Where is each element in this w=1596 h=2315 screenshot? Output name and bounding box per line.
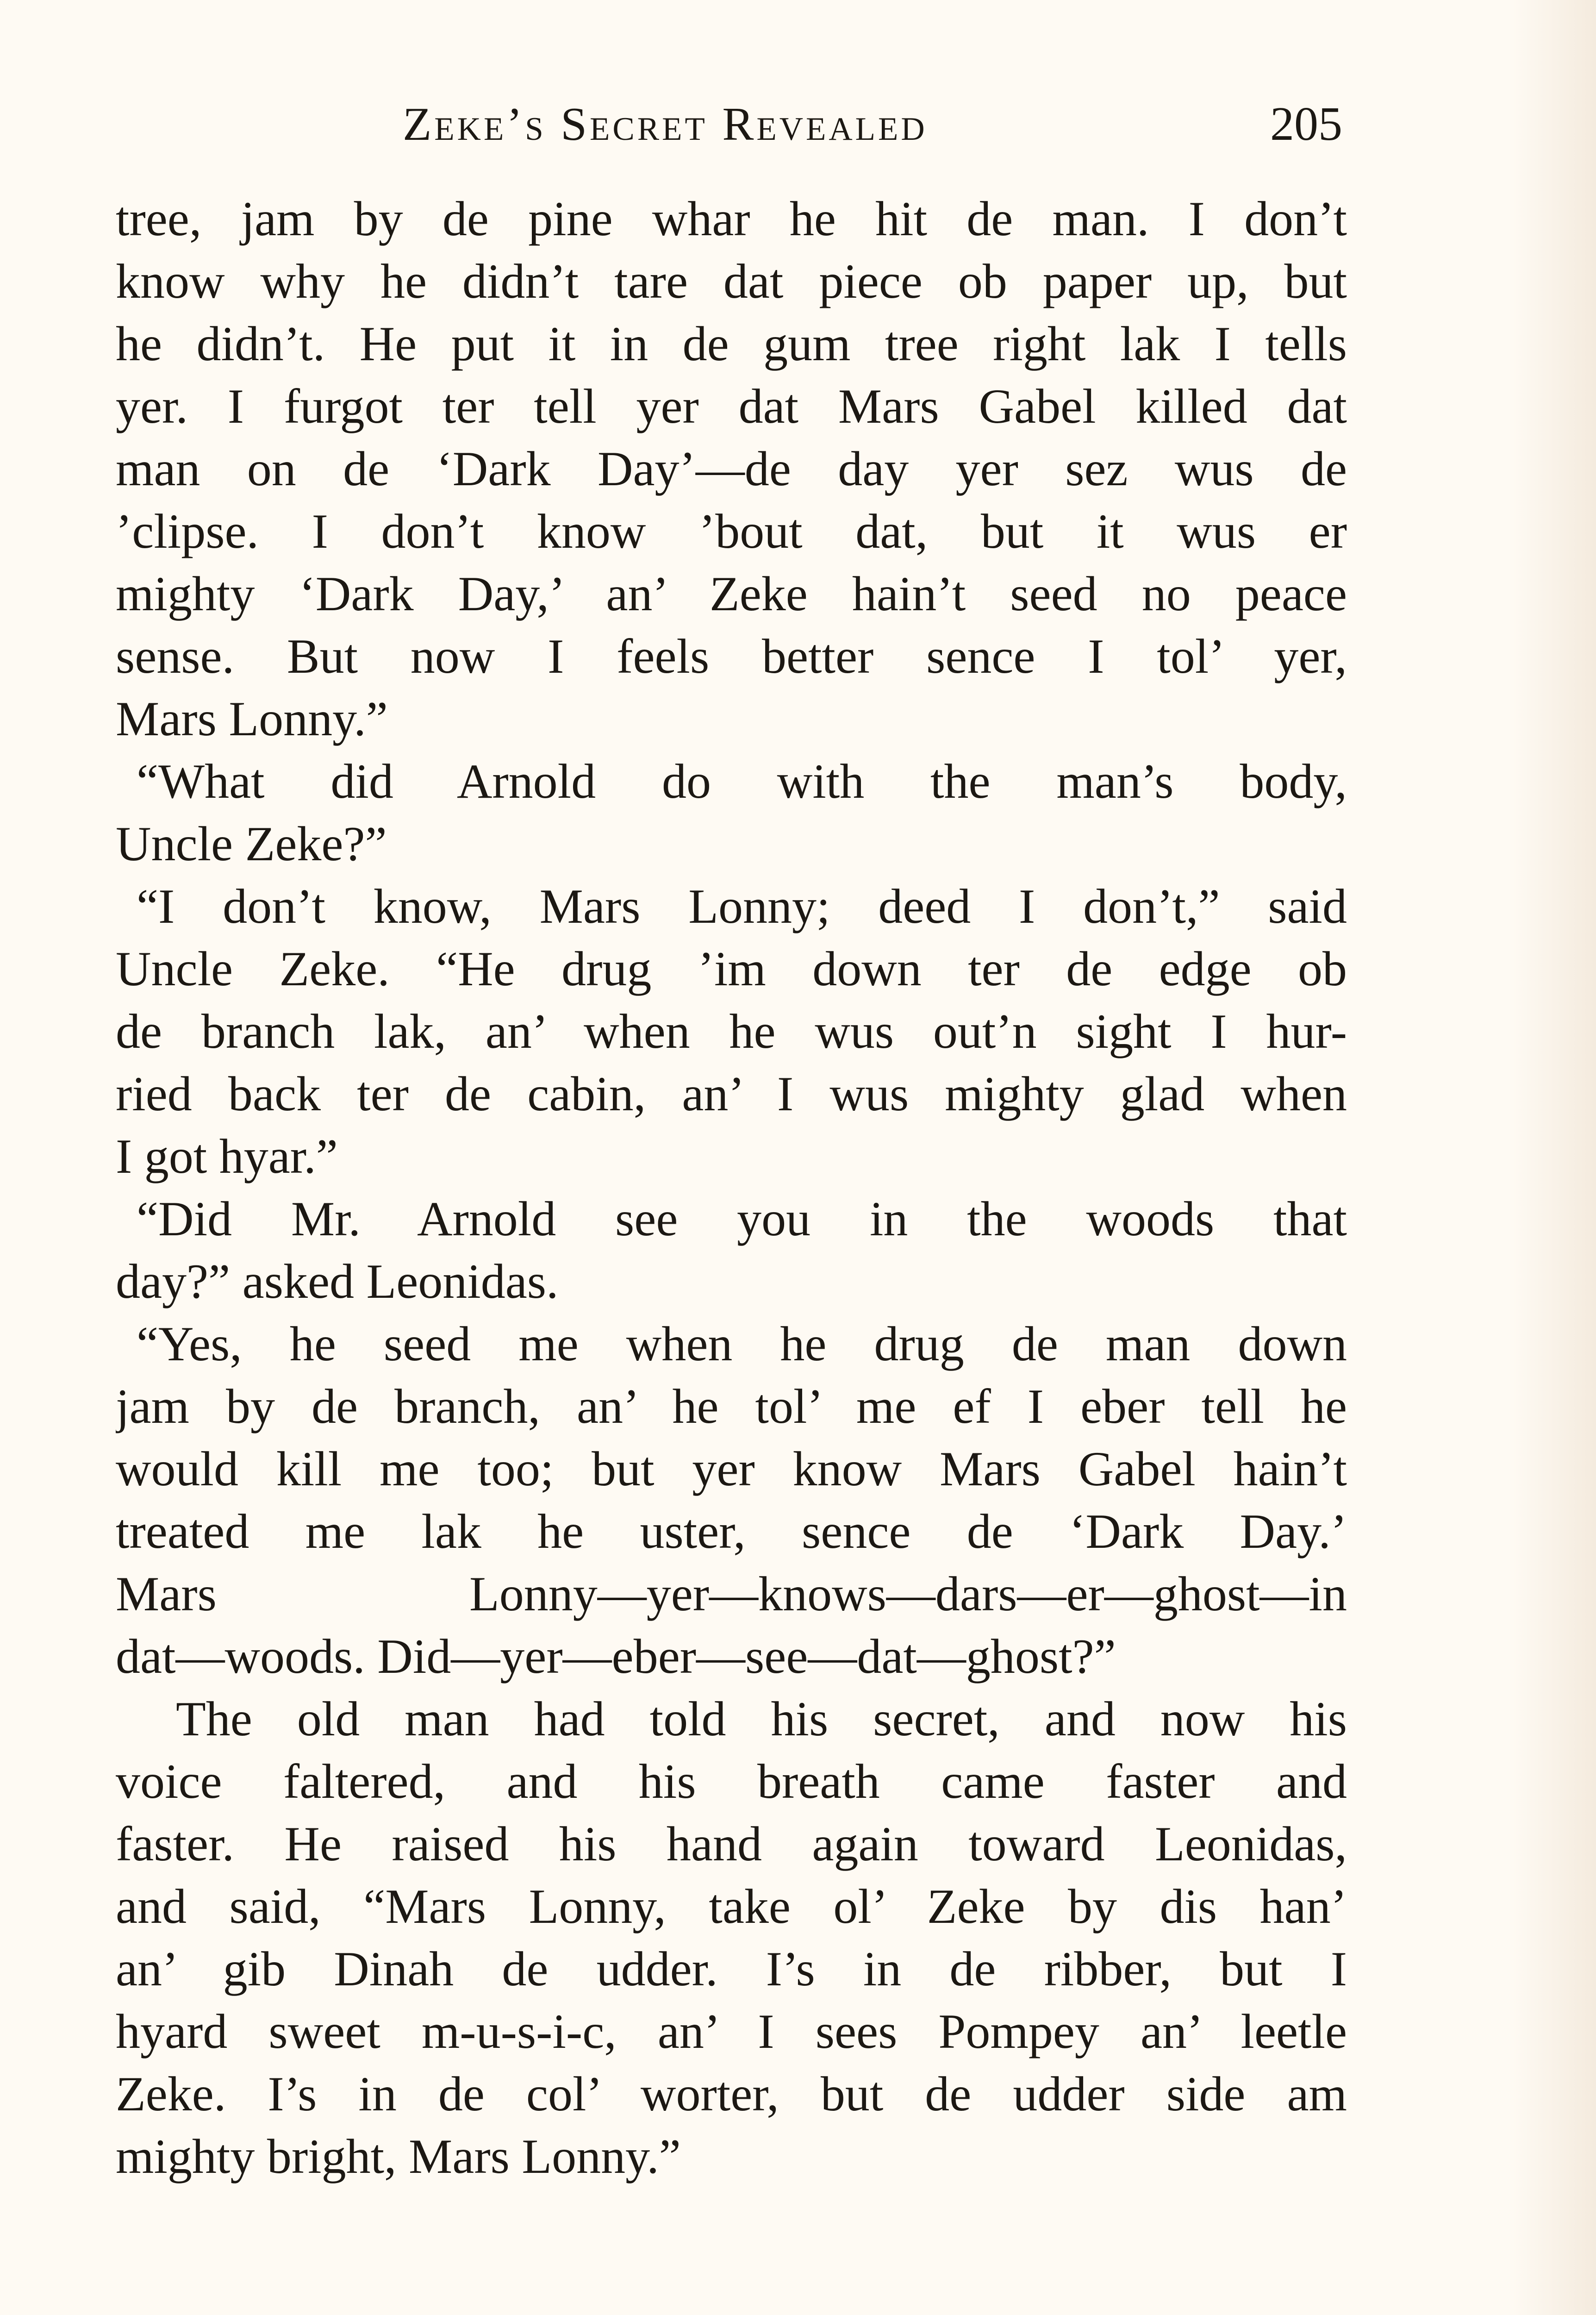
text-line: and said, “Mars Lonny, take ol’ Zeke by dis han’ [116, 1879, 1347, 1933]
text-line: tree, jam by de pine whar he hit de man. I don’t [116, 192, 1347, 246]
text-line: an’ gib Dinah de udder. I’s in de ribber, but I [116, 1942, 1347, 1996]
text-line: The old man had told his secret, and now his [176, 1692, 1347, 1746]
text-line: Zeke. I’s in de col’ worter, but de udder side am [116, 2067, 1347, 2121]
text-line: dat—woods. Did—yer—eber—see—dat—ghost?” [116, 1629, 1116, 1683]
running-head [116, 88, 1342, 157]
text-line: day?” asked Leonidas. [116, 1254, 559, 1308]
text-line: mighty ‘Dark Day,’ an’ Zeke hain’t seed no peace [116, 567, 1347, 621]
text-line: voice faltered, and his breath came faster and [116, 1754, 1347, 1808]
text-line: ried back ter de cabin, an’ I wus mighty glad when [116, 1067, 1347, 1121]
chapter-title: Zeke’s Secret Revealed [403, 98, 928, 150]
text-line: man on de ‘Dark Day’—de day yer sez wus de [116, 442, 1347, 496]
text-line: faster. He raised his hand again toward Leonidas, [116, 1817, 1347, 1871]
text-line: “What did Arnold do with the man’s body, [137, 754, 1347, 808]
text-line: Uncle Zeke. “He drug ’im down ter de edge ob [116, 942, 1347, 996]
text-line: Mars Lonny.” [116, 692, 388, 746]
text-line: mighty bright, Mars Lonny.” [116, 2129, 681, 2184]
text-line: hyard sweet m-u-s-i-c, an’ I sees Pompey an’ leetle [116, 2004, 1347, 2058]
text-line: know why he didn’t tare dat piece ob paper up, but [116, 254, 1347, 308]
text-line: Mars Lonny—yer—knows—dars—er—ghost—in [116, 1567, 1347, 1621]
text-line: Uncle Zeke?” [116, 817, 387, 871]
text-line: ’clipse. I don’t know ’bout dat, but it wus er [116, 504, 1347, 558]
text-line: de branch lak, an’ when he wus out’n sight I hur- [116, 1004, 1347, 1058]
text-line: would kill me too; but yer know Mars Gabel hain’t [116, 1442, 1347, 1496]
text-line: “I don’t know, Mars Lonny; deed I don’t,” said [137, 879, 1347, 933]
text-line: treated me lak he uster, sence de ‘Dark Day.’ [116, 1504, 1347, 1558]
text-line: jam by de branch, an’ he tol’ me ef I eber tell he [116, 1379, 1347, 1433]
text-line: “Did Mr. Arnold see you in the woods that [137, 1192, 1347, 1246]
text-line: he didn’t. He put it in de gum tree right lak I tells [116, 317, 1347, 371]
text-line: I got hyar.” [116, 1129, 338, 1183]
page-number: 205 [1270, 97, 1342, 150]
text-line: sense. But now I feels better sence I tol’ yer, [116, 629, 1347, 683]
body-text [116, 188, 1347, 2188]
text-line: yer. I furgot ter tell yer dat Mars Gabel killed dat [116, 379, 1347, 433]
text-line: “Yes, he seed me when he drug de man down [137, 1317, 1347, 1371]
